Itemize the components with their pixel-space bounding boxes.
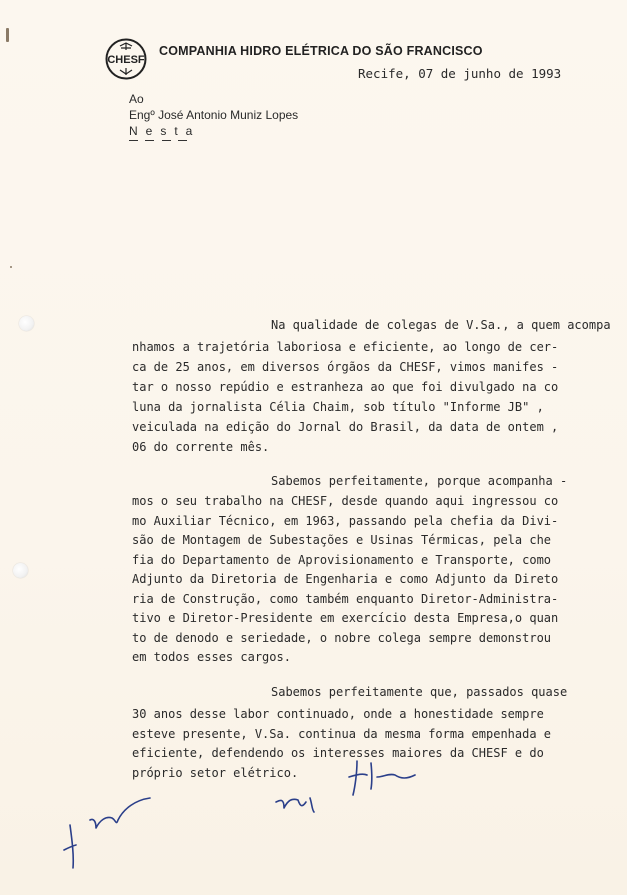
- body-line: Sabemos perfeitamente, porque acompanha -: [271, 474, 568, 488]
- body-line: eficiente, defendendo os interesses maiores da CHESF e do: [132, 746, 544, 760]
- logo-text: CHESF: [107, 54, 145, 66]
- body-line: nhamos a trajetória laboriosa e eficiente, ao longo de cer-: [132, 340, 559, 354]
- nesta-underline: [178, 140, 187, 141]
- handwritten-signature: [60, 790, 160, 875]
- body-line: em todos esses cargos.: [132, 650, 291, 664]
- recipient-location: Nesta: [129, 124, 201, 138]
- body-line: são de Montagem de Subestações e Usinas Térmicas, pela che: [132, 533, 552, 547]
- nesta-underline: [162, 140, 171, 141]
- body-line: to de denodo e seriedade, o nobre colega sempre demonstrou: [132, 631, 552, 645]
- body-line: luna da jornalista Célia Chaim, sob título "Informe JB" ,: [132, 400, 544, 414]
- body-line: veiculada na edição do Jornal do Brasil, da data de ontem ,: [132, 420, 559, 434]
- chesf-logo: [105, 38, 147, 80]
- recipient-salutation: Ao: [129, 92, 144, 106]
- body-line: Na qualidade de colegas de V.Sa., a quem acompa: [271, 318, 611, 332]
- body-line: esteve presente, V.Sa. continua da mesma forma empenhada e: [132, 727, 552, 741]
- body-line: ria de Construção, como também enquanto Diretor-Administra-: [132, 592, 559, 606]
- recipient-name: Engº José Antonio Muniz Lopes: [129, 108, 299, 122]
- paper-speck: [6, 28, 9, 42]
- dateline: Recife, 07 de junho de 1993: [358, 66, 562, 81]
- body-line: ca de 25 anos, em diversos órgãos da CHESF, vimos manifes -: [132, 360, 559, 374]
- body-line: Adjunto da Diretoria de Engenharia e como Adjunto da Direto: [132, 572, 559, 586]
- body-line: fia do Departamento de Aprovisionamento e Transporte, como: [132, 553, 552, 567]
- company-name: COMPANHIA HIDRO ELÉTRICA DO SÃO FRANCISCO: [159, 44, 483, 58]
- handwritten-signature: [345, 755, 420, 805]
- body-line: 06 do corrente mês.: [132, 440, 270, 454]
- punch-hole: [13, 563, 28, 578]
- body-line: mos o seu trabalho na CHESF, desde quando aqui ingressou co: [132, 494, 559, 508]
- nesta-underline: [145, 140, 154, 141]
- body-line: mo Auxiliar Técnico, em 1963, passando pela chefia da Divi-: [132, 514, 559, 528]
- nesta-underline: [129, 140, 138, 141]
- body-line: Sabemos perfeitamente que, passados quase: [271, 685, 568, 699]
- body-line: tivo e Diretor-Presidente em exercício desta Empresa,o quan: [132, 611, 559, 625]
- body-line: tar o nosso repúdio e estranheza ao que foi divulgado na co: [132, 380, 559, 394]
- body-line: 30 anos desse labor continuado, onde a honestidade sempre: [132, 707, 544, 721]
- punch-hole: [19, 316, 34, 331]
- paper-speck: [10, 266, 12, 268]
- body-line: próprio setor elétrico.: [132, 766, 299, 780]
- handwritten-signature: [270, 780, 330, 820]
